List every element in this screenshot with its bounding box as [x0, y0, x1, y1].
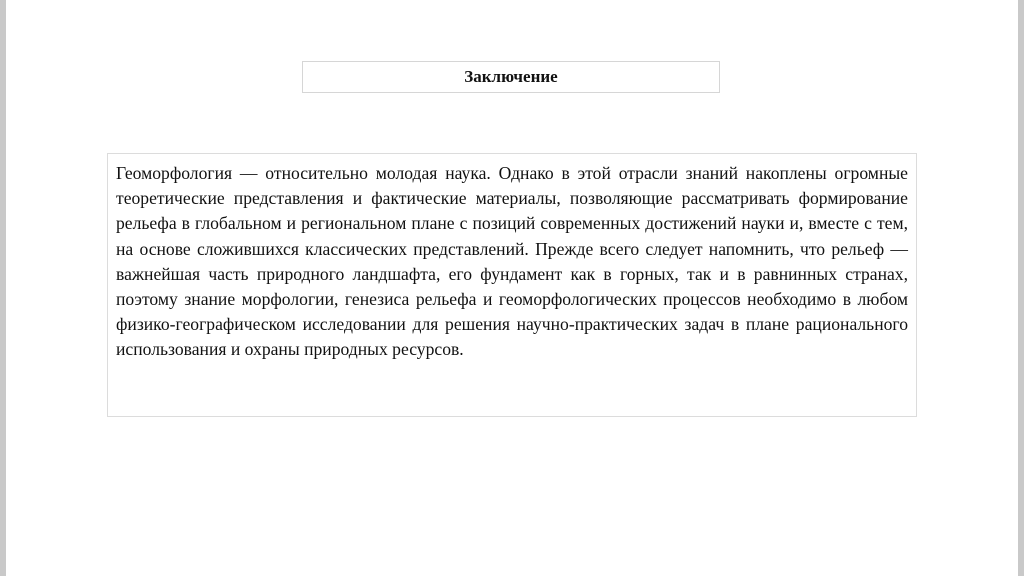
- body-text-frame: [107, 153, 917, 417]
- title-frame: [302, 61, 720, 93]
- slide-title: Заключение: [464, 67, 558, 86]
- body-paragraph: Геоморфология — относительно молодая наука. Однако в этой отрасли знаний накоплены огромные теоретические представления и фактические материалы, позволяющие рассматривать формирование рельефа в глобальном и региональном плане с позиций современных достижений науки и, вместе с тем, на основе сложившихся классических представлений. Прежде всего следует напомнить, что рельеф — важнейшая часть природного ландшафта, его фундамент как в горных, так и в равнинных странах, поэтому знание морфологии, генезиса рельефа и геоморфологических процессов необходимо в любом физико-географическом исследовании для решения научно-практических задач в плане рационального использования и охраны природных ресурсов.: [116, 163, 908, 360]
- page-edge-left: [0, 0, 6, 576]
- page-edge-right: [1018, 0, 1024, 576]
